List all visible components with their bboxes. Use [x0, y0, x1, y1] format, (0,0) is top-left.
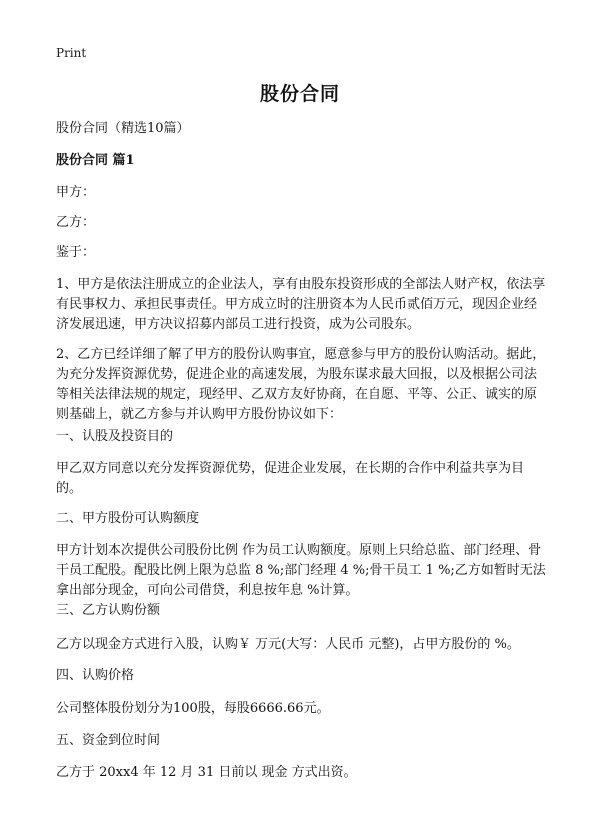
clause-body-1: 甲乙双方同意以充分发挥资源优势，促进企业发展，在长期的合作中利益共享为目的。: [56, 461, 525, 496]
document-subtitle: 股份合同（精选10篇）: [56, 121, 190, 136]
print-link[interactable]: Print: [56, 46, 87, 60]
clause-body-4: 公司整体股份划分为100股，每股6666.66元。: [56, 701, 330, 716]
page-title: 股份合同: [259, 83, 340, 105]
clause-body-2: 甲方计划本次提供公司股份比例 作为员工认购额度。原则上只给总监、部门经理、骨干员工配股。配股比例上限为总监 8 %;部门经理 4 %;骨干员工 1 %;乙方如暂时无法拿出部分现金，可向公司借贷，利息按年息 %计算。: [56, 543, 546, 598]
clause-heading-1: 一、认股及投资目的: [56, 429, 174, 444]
party-b-label: 乙方：: [56, 215, 96, 230]
section-heading: 股份合同 篇1: [56, 153, 135, 168]
clause-heading-3: 三、乙方认购份额: [56, 603, 161, 618]
clause-heading-5: 五、资金到位时间: [56, 733, 161, 748]
whereas-label: 鉴于：: [56, 245, 96, 260]
clause-heading-2: 二、甲方股份可认购额度: [56, 511, 200, 526]
recital-paragraph-2: 2、乙方已经详细了解了甲方的股份认购事宜，愿意参与甲方的股份认购活动。据此，为充分发挥资源优势，促进企业的高速发展，为股东谋求最大回报，以及根据公司法等相关法律法规的规定，现经甲、乙双方友好协商，在自愿、平等、公正、诚实的原则基础上，就乙方参与并认购甲方股份协议如下：: [56, 347, 546, 422]
party-a-label: 甲方：: [56, 185, 96, 200]
recital-paragraph-1: 1、甲方是依法注册成立的企业法人，享有由股东投资形成的全部法人财产权，依法享有民事权力、承担民事责任。甲方成立时的注册资本为人民币贰佰万元，现因企业经济发展迅速，甲方决议招募内部员工进行投资，成为公司股东。: [56, 277, 546, 332]
clause-body-3: 乙方以现金方式进行入股，认购￥ 万元(大写：人民币 元整)，占甲方股份的 %。: [56, 637, 520, 652]
clause-heading-4: 四、认购价格: [56, 668, 135, 683]
clause-body-5: 乙方于 20xx4 年 12 月 31 日前以 现金 方式出资。: [56, 765, 357, 780]
